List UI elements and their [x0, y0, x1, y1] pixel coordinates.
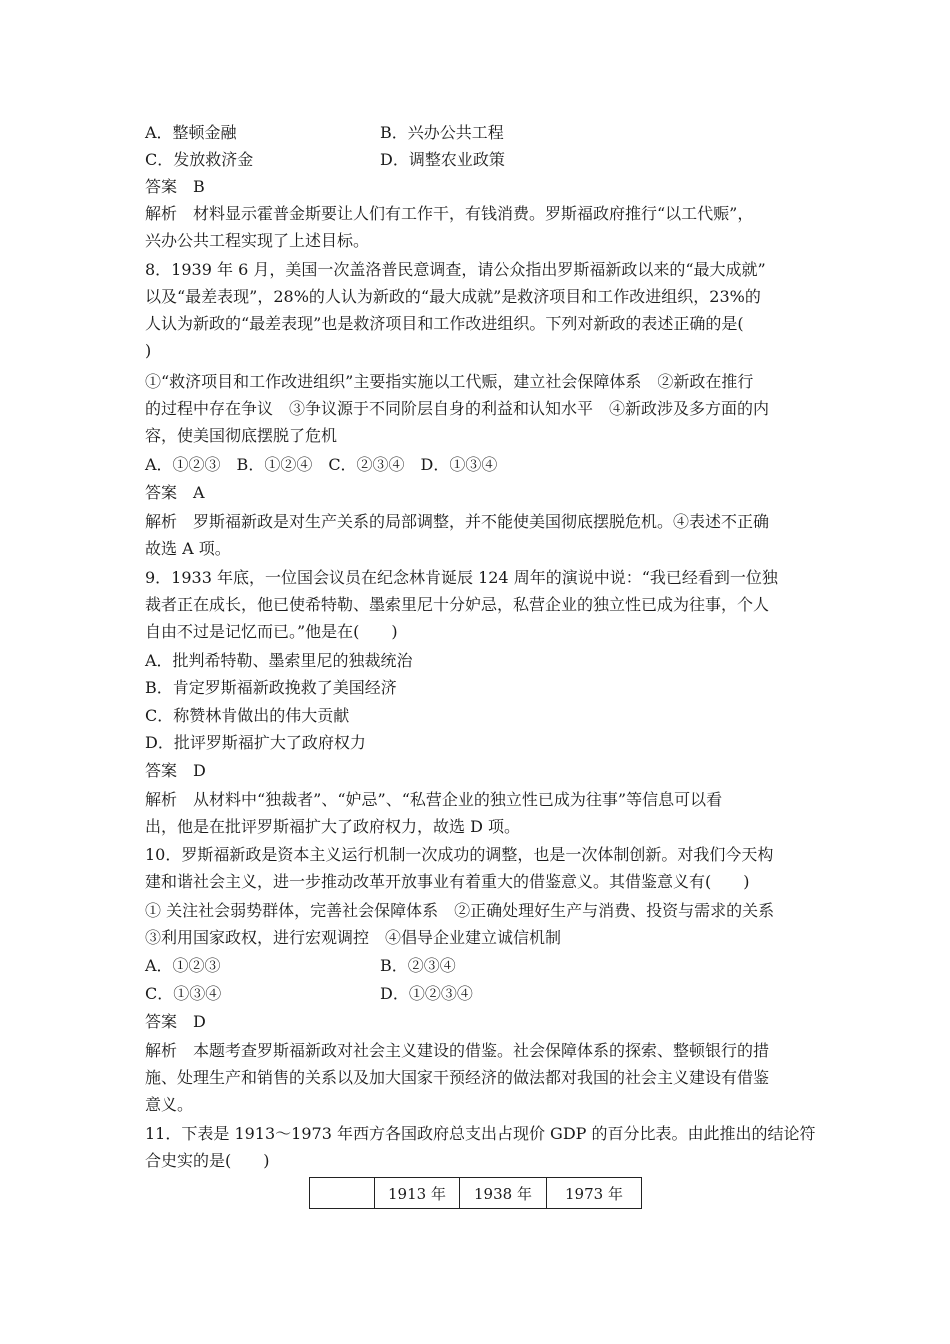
q10-option-b: B．②③④: [380, 956, 456, 975]
q7-option-d: D．调整农业政策: [380, 150, 505, 169]
q9-option-d: D．批评罗斯福扩大了政府权力: [145, 733, 366, 752]
q9-stem-line: 裁者正在成长，他已使希特勒、墨索里尼十分妒忌，私营企业的独立性已成为往事，个人: [145, 595, 770, 614]
q7-option-c: C．发放救济金: [145, 150, 254, 169]
q10-option-c: C．①③④: [145, 984, 222, 1003]
q9-option-a: A．批判希特勒、墨索里尼的独裁统治: [145, 651, 413, 670]
table-header-cell: [310, 1178, 375, 1209]
q8-analysis-line: 解析 罗斯福新政是对生产关系的局部调整，并不能使美国彻底摆脱危机。④表述不正确: [145, 512, 770, 531]
table-row: [310, 1178, 642, 1209]
q11-stem-line: 合史实的是( ): [145, 1151, 270, 1170]
q9-stem-line: 9．1933 年底，一位国会议员在纪念林肯诞辰 124 周年的演说中说：“我已经看到一位独: [145, 568, 778, 587]
q10-option-d: D．①②③④: [380, 984, 473, 1003]
q10-items-line: ① 关注社会弱势群体，完善社会保障体系 ②正确处理好生产与消费、投资与需求的关系: [145, 901, 775, 920]
q9-option-b: B．肯定罗斯福新政挽救了美国经济: [145, 678, 397, 697]
q8-stem-line: ): [145, 341, 152, 360]
table-header-cell: 1913 年: [375, 1178, 460, 1209]
q11-stem-line: 11．下表是 1913～1973 年西方各国政府总支出占现价 GDP 的百分比表。由此推出的结论符: [145, 1124, 816, 1143]
q9-stem-line: 自由不过是记忆而已。”他是在( ): [145, 622, 398, 641]
q10-analysis-line: 解析 本题考查罗斯福新政对社会主义建设的借鉴。社会保障体系的探索、整顿银行的措: [145, 1041, 770, 1060]
q8-stem-line: 人认为新政的“最差表现”也是救济项目和工作改进组织。下列对新政的表述正确的是(: [145, 314, 744, 333]
gdp-table: [309, 1177, 642, 1209]
q7-option-a: A．整顿金融: [145, 123, 237, 142]
q8-items-line: ①“救济项目和工作改进组织”主要指实施以工代赈，建立社会保障体系 ②新政在推行: [145, 372, 754, 391]
q9-analysis-line: 出，他是在批评罗斯福扩大了政府权力，故选 D 项。: [145, 817, 521, 836]
q10-analysis-line: 意义。: [145, 1095, 194, 1114]
q7-answer: 答案 B: [145, 177, 205, 196]
q10-stem-line: 10．罗斯福新政是资本主义运行机制一次成功的调整，也是一次体制创新。对我们今天构: [145, 845, 774, 864]
q8-items-line: 的过程中存在争议 ③争议源于不同阶层自身的利益和认知水平 ④新政涉及多方面的内: [145, 399, 770, 418]
q8-answer: 答案 A: [145, 483, 205, 502]
q9-answer: 答案 D: [145, 761, 206, 780]
q10-analysis-line: 施、处理生产和销售的关系以及加大国家干预经济的做法都对我国的社会主义建设有借鉴: [145, 1068, 770, 1087]
q8-options: A．①②③ B．①②④ C．②③④ D．①③④: [145, 455, 498, 474]
q8-stem-line: 以及“最差表现”，28%的人认为新政的“最大成就”是救济项目和工作改进组织，23%的: [145, 287, 761, 306]
q8-analysis-line: 故选 A 项。: [145, 539, 231, 558]
q10-option-a: A．①②③: [145, 956, 221, 975]
q8-items-line: 容，使美国彻底摆脱了危机: [145, 426, 338, 445]
q8-stem-line: 8．1939 年 6 月，美国一次盖洛普民意调查，请公众指出罗斯福新政以来的“最大成就”: [145, 260, 766, 279]
q10-items-line: ③利用国家政权，进行宏观调控 ④倡导企业建立诚信机制: [145, 928, 562, 947]
q9-option-c: C．称赞林肯做出的伟大贡献: [145, 706, 350, 725]
table-header-cell: 1938 年: [460, 1178, 547, 1209]
table-header-cell: 1973 年: [547, 1178, 642, 1209]
q7-analysis-line: 兴办公共工程实现了上述目标。: [145, 231, 370, 250]
q10-answer: 答案 D: [145, 1012, 206, 1031]
q7-analysis-line: 解析 材料显示霍普金斯要让人们有工作干，有钱消费。罗斯福政府推行“以工代赈”，: [145, 204, 754, 223]
q10-stem-line: 建和谐社会主义，进一步推动改革开放事业有着重大的借鉴意义。其借鉴意义有( ): [145, 872, 750, 891]
q9-analysis-line: 解析 从材料中“独裁者”、“妒忌”、“私营企业的独立性已成为往事”等信息可以看: [145, 790, 723, 809]
q7-option-b: B．兴办公共工程: [380, 123, 504, 142]
